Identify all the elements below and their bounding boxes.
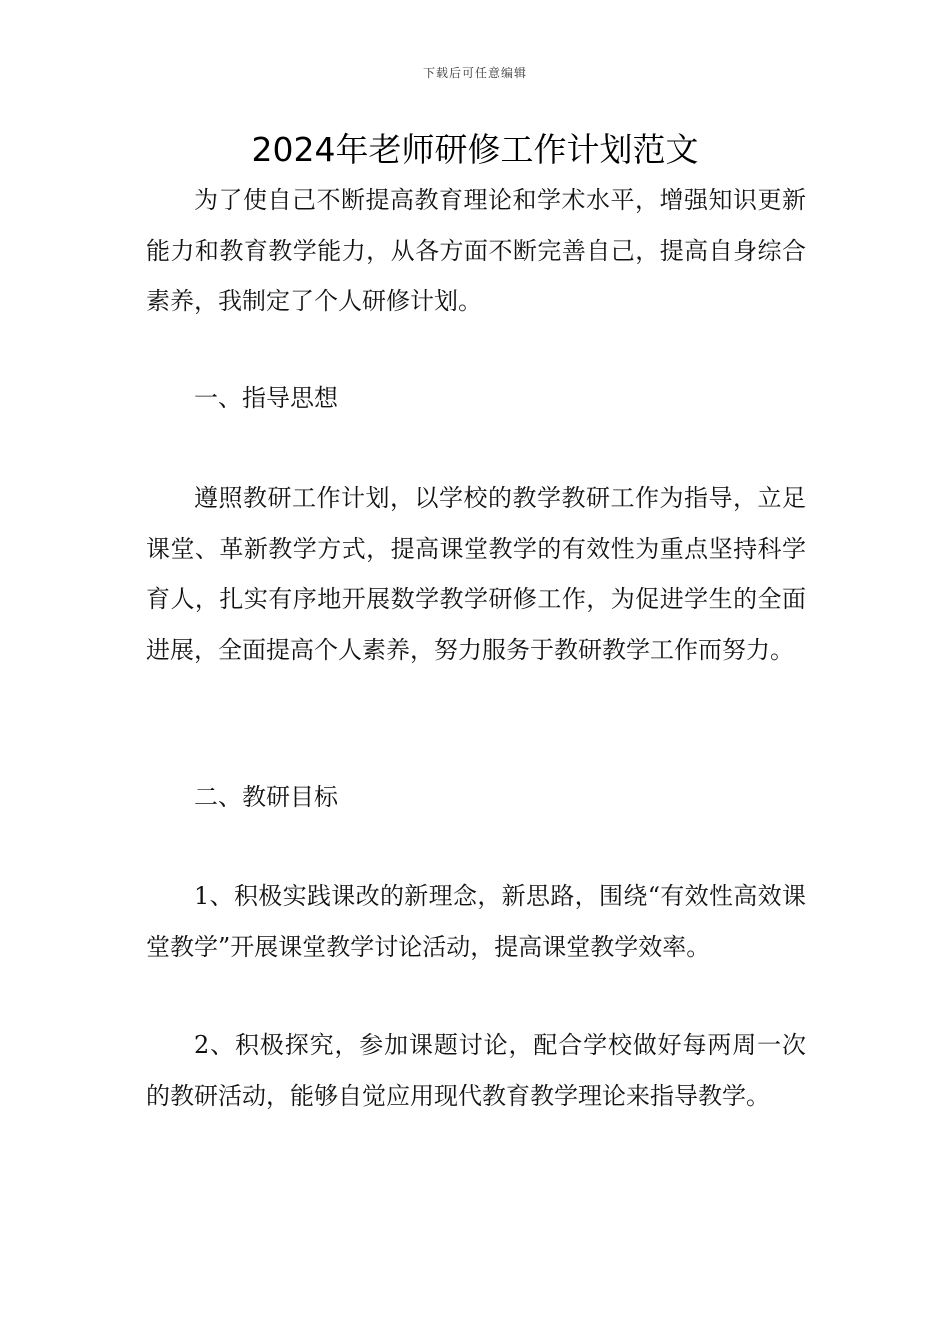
guiding-thought-paragraph: 遵照教研工作计划，以学校的教学教研工作为指导，立足课堂、革新教学方式，提高课堂教学的有效性为重点坚持科学育人，扎实有序地开展数学教学研修工作，为促进学生的全面进展，全面提高个人素养，努力服务于教研教学工作而努力。 [146, 484, 806, 664]
research-goal-item-1: 1、积极实践课改的新理念，新思路，围绕“有效性高效课堂教学”开展课堂教学讨论活动，提高课堂教学效率。 [146, 882, 806, 961]
section-heading-guiding-thought: 一、指导思想 [194, 384, 338, 412]
document-title: 2024年老师研修工作计划范文 [251, 130, 699, 169]
header-note: 下载后可任意编辑 [422, 66, 527, 80]
research-goal-item-2: 2、积极探究，参加课题讨论，配合学校做好每两周一次的教研活动，能够自觉应用现代教育教学理论来指导教学。 [146, 1031, 806, 1110]
intro-paragraph: 为了使自己不断提高教育理论和学术水平，增强知识更新能力和教育教学能力，从各方面不断完善自己，提高自身综合素养，我制定了个人研修计划。 [146, 186, 806, 315]
section-heading-research-goals: 二、教研目标 [194, 783, 338, 811]
